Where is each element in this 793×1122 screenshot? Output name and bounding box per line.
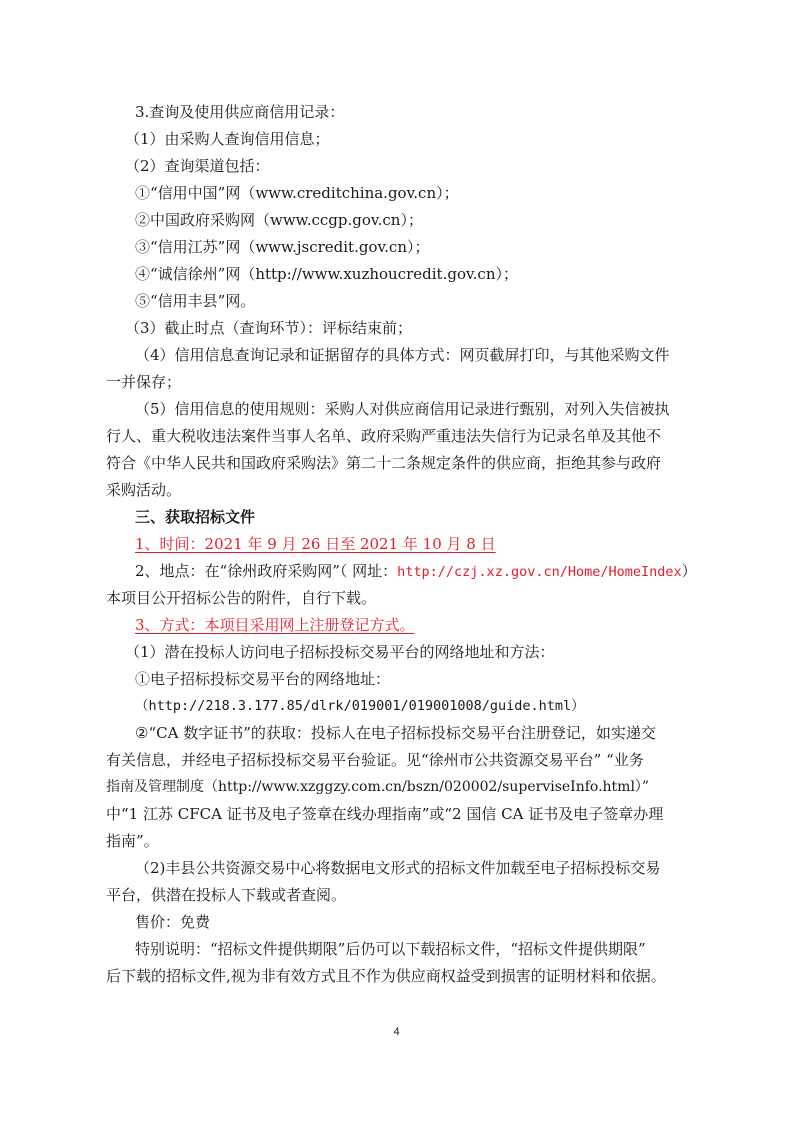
location-label: 2、地点：在“徐州政府采购网”（ 网址： <box>135 562 398 580</box>
procurement-url-link[interactable]: http://czj.xz.gov.cn/Home/HomeIndex <box>397 564 682 580</box>
bid-period-line: 1、时间：2021 年 9 月 26 日至 2021 年 10 月 8 日 <box>135 535 496 553</box>
text-line: （5）信用信息的使用规则：采购人对供应商信用记录进行甄别，对列入失信被执 <box>135 400 670 418</box>
section-heading: 三、获取招标文件 <box>135 508 256 526</box>
text-line: 指南”。 <box>106 832 159 850</box>
text-line: ⑤“信用丰县”网。 <box>135 292 256 310</box>
text-line: ②“CA 数字证书”的获取：投标人在电子招标投标交易平台注册登记，如实递交 <box>135 724 656 742</box>
text-line: 售价：免费 <box>135 913 211 931</box>
text-line: ③“信用江苏”网（www.jscredit.gov.cn）； <box>135 238 430 256</box>
platform-url-link[interactable]: （http://218.3.177.85/dlrk/019001/019001008/guide.html） <box>135 698 585 714</box>
text-line: （4）信用信息查询记录和证据留存的具体方式：网页截屏打印，与其他采购文件 <box>135 346 670 364</box>
text-line: （1）由采购人查询信用信息； <box>125 130 330 148</box>
text-line: （2)丰县公共资源交易中心将数据电文形式的招标文件加载至电子招标投标交易 <box>135 859 661 877</box>
page-number: 4 <box>393 1026 400 1038</box>
text-line: 后下载的招标文件,视为非有效方式且不作为供应商权益受到损害的证明材料和依据。 <box>106 967 666 985</box>
text-line: 平台，供潜在投标人下载或者查阅。 <box>106 886 347 904</box>
method-line <box>135 615 415 635</box>
location-close: ） <box>681 562 697 580</box>
text-line: （2）查询渠道包括： <box>125 157 270 175</box>
text-line: 行人、重大税收违法案件当事人名单、政府采购严重违法失信行为记录名单及其他不 <box>106 427 662 445</box>
text-line: 一并保存； <box>106 373 182 391</box>
text-line: 特别说明：“招标文件提供期限”后仍可以下载招标文件，“招标文件提供期限” <box>135 940 646 958</box>
text-line: ①电子招标投标交易平台的网络地址： <box>135 670 391 688</box>
text-line: ④“诚信徐州”网（http://www.xuzhoucredit.gov.cn）； <box>135 265 518 283</box>
guide-url-line: 指南及管理制度（http://www.xzggzy.com.cn/bszn/020002/superviseInfo.html）” <box>106 779 650 795</box>
text-line: （1）潜在投标人访问电子招标投标交易平台的网络地址和方法： <box>125 643 555 661</box>
text-line: 采购活动。 <box>106 481 182 499</box>
method-label: 3、方式： <box>135 616 205 634</box>
text-line: 本项目公开招标公告的附件，自行下载。 <box>106 589 377 607</box>
text-line: ①“信用中国”网（www.creditchina.gov.cn）； <box>135 184 459 202</box>
location-line <box>135 561 697 582</box>
text-line: 中“1 江苏 CFCA 证书及电子签章在线办理指南”或“2 国信 CA 证书及电子签章办理 <box>106 805 664 823</box>
text-line: 符合《中华人民共和国政府采购法》第二十二条规定条件的供应商，拒绝其参与政府 <box>106 454 662 472</box>
method-value: 本项目采用网上注册登记方式。 <box>204 616 415 634</box>
text-line: 3.查询及使用供应商信用记录： <box>135 103 345 121</box>
text-line: 有关信息，并经电子招标投标交易平台验证。见“徐州市公共资源交易平台” “业务 <box>106 751 644 769</box>
text-line: （3）截止时点（查询环节）：评标结束前； <box>125 319 413 337</box>
text-line: ②中国政府采购网（www.ccgp.gov.cn）； <box>135 211 423 229</box>
